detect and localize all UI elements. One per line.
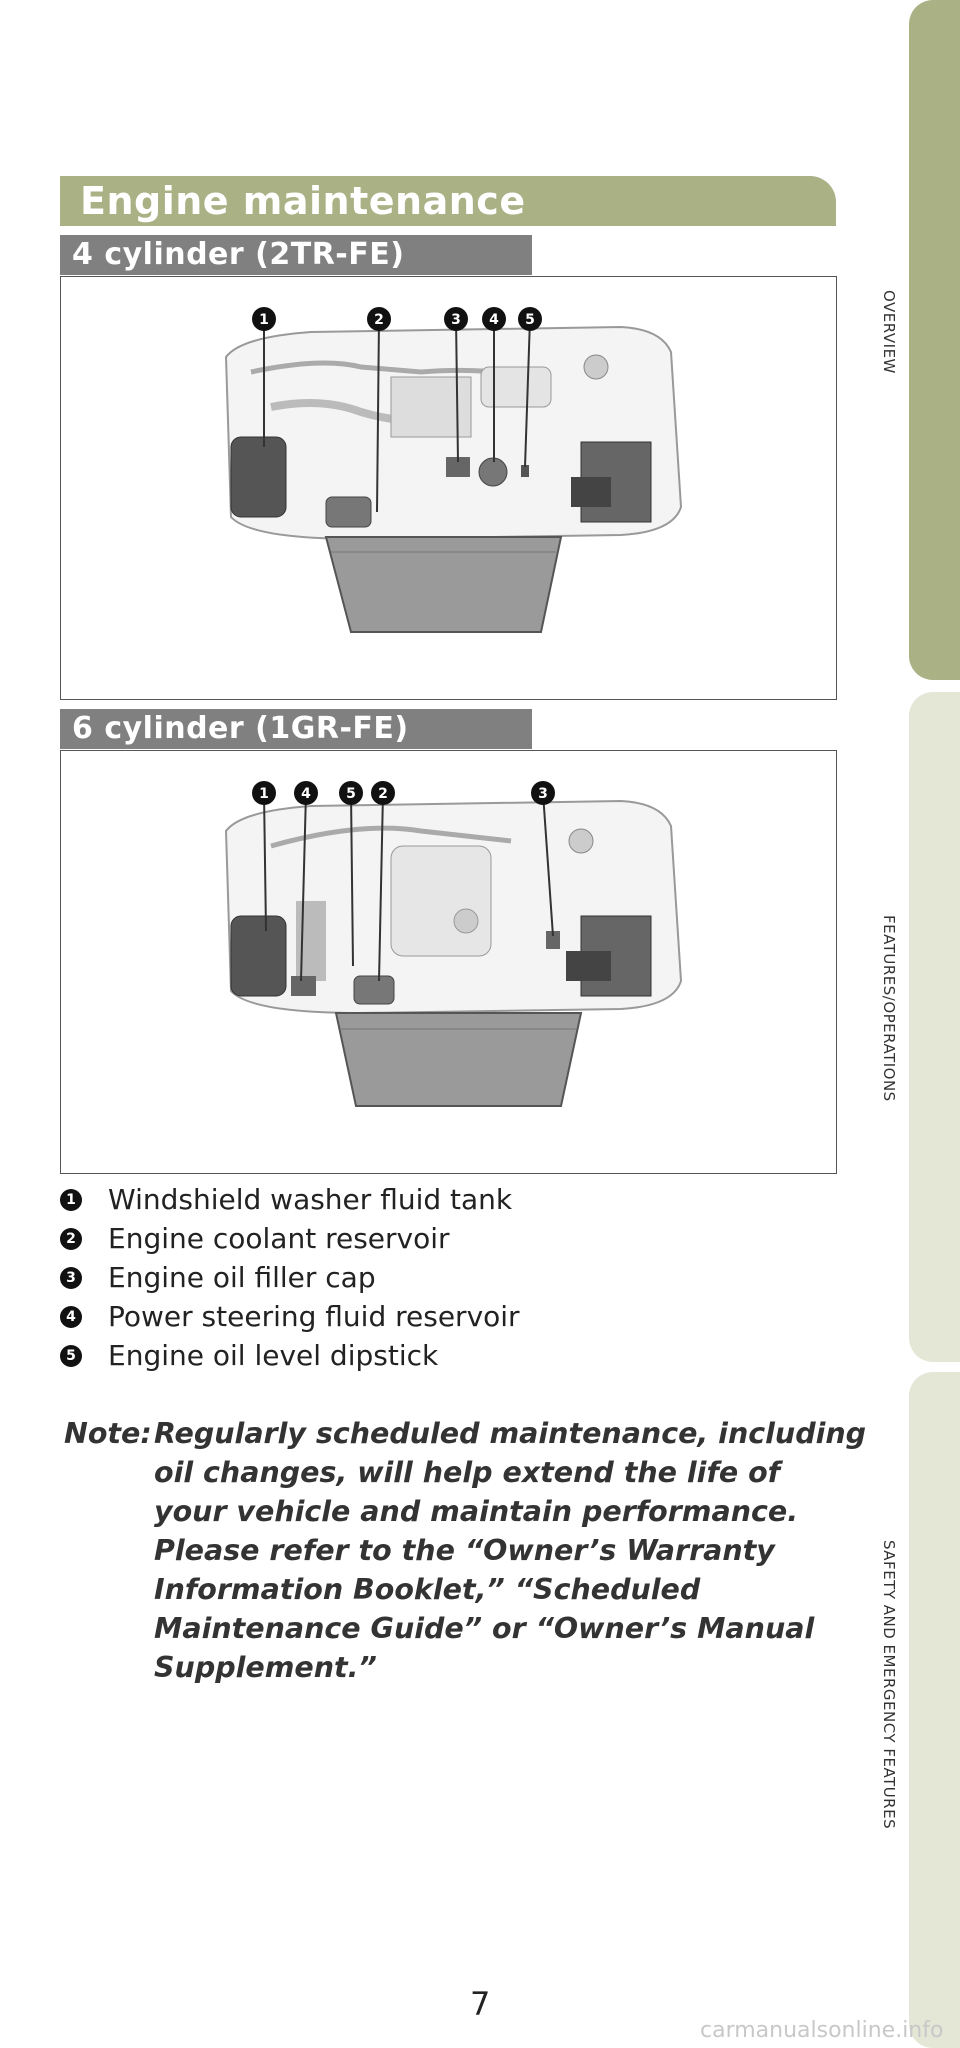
- legend: [60, 1180, 520, 1375]
- legend-item: [60, 1180, 520, 1219]
- callout-badge: 1: [259, 786, 269, 802]
- callout-badge: 3: [451, 312, 461, 328]
- callout-badge: 5: [346, 786, 356, 802]
- legend-item: [60, 1297, 520, 1336]
- callout-badge: 5: [525, 312, 535, 328]
- callout-badge: 1: [259, 312, 269, 328]
- note-line: your vehicle and maintain performance.: [154, 1495, 799, 1528]
- overview-tab[interactable]: [909, 0, 960, 680]
- note-label: Note:: [64, 1417, 152, 1450]
- engine-illustration-4cyl: [61, 277, 836, 699]
- callout-badge: 2: [374, 312, 384, 328]
- number-badge-icon: 4: [60, 1306, 82, 1328]
- callout-badge: 2: [378, 786, 388, 802]
- watermark: carmanualsonline.info: [700, 2018, 944, 2043]
- side-label-features: FEATURES/OPERATIONS: [880, 915, 898, 1102]
- legend-label: Engine oil filler cap: [108, 1261, 376, 1294]
- legend-item: [60, 1258, 520, 1297]
- legend-label: Engine coolant reservoir: [108, 1222, 450, 1255]
- callout-badge: 4: [301, 786, 311, 802]
- note-line: Maintenance Guide” or “Owner’s Manual: [154, 1612, 815, 1645]
- side-label-safety: SAFETY AND EMERGENCY FEATURES: [880, 1540, 898, 1830]
- engine-illustration-6cyl: [61, 751, 836, 1173]
- legend-item: [60, 1336, 520, 1375]
- note-body: [154, 1414, 867, 1687]
- note-line: Please refer to the “Owner’s Warranty: [154, 1534, 775, 1567]
- callout-badge: 3: [538, 786, 548, 802]
- callout-badge: 4: [489, 312, 499, 328]
- engine-heading-4cyl: 4 cylinder (2TR-FE): [60, 235, 532, 275]
- section-title: Engine maintenance: [60, 176, 836, 226]
- side-label-overview: OVERVIEW: [880, 290, 898, 374]
- note-line: Regularly scheduled maintenance, including: [154, 1417, 867, 1450]
- legend-label: Engine oil level dipstick: [108, 1339, 439, 1372]
- number-badge-icon: 2: [60, 1228, 82, 1250]
- legend-label: Power steering fluid reservoir: [108, 1300, 520, 1333]
- page-number: 7: [470, 1985, 491, 2023]
- note-line: oil changes, will help extend the life of: [154, 1456, 781, 1489]
- safety-emergency-tab[interactable]: [909, 1372, 960, 2048]
- callout-badges-4cyl: [252, 307, 542, 331]
- legend-item: [60, 1219, 520, 1258]
- engine-heading-6cyl: 6 cylinder (1GR-FE): [60, 709, 532, 749]
- number-badge-icon: 1: [60, 1189, 82, 1211]
- number-badge-icon: 5: [60, 1345, 82, 1367]
- number-badge-icon: 3: [60, 1267, 82, 1289]
- engine-diagram-4cyl: [60, 276, 837, 700]
- note-line: Supplement.”: [154, 1651, 377, 1684]
- features-operations-tab[interactable]: [909, 692, 960, 1362]
- legend-label: Windshield washer fluid tank: [108, 1183, 513, 1216]
- engine-diagram-6cyl: [60, 750, 837, 1174]
- callout-badges-6cyl: [252, 781, 555, 805]
- note-line: Information Booklet,” “Scheduled: [154, 1573, 701, 1606]
